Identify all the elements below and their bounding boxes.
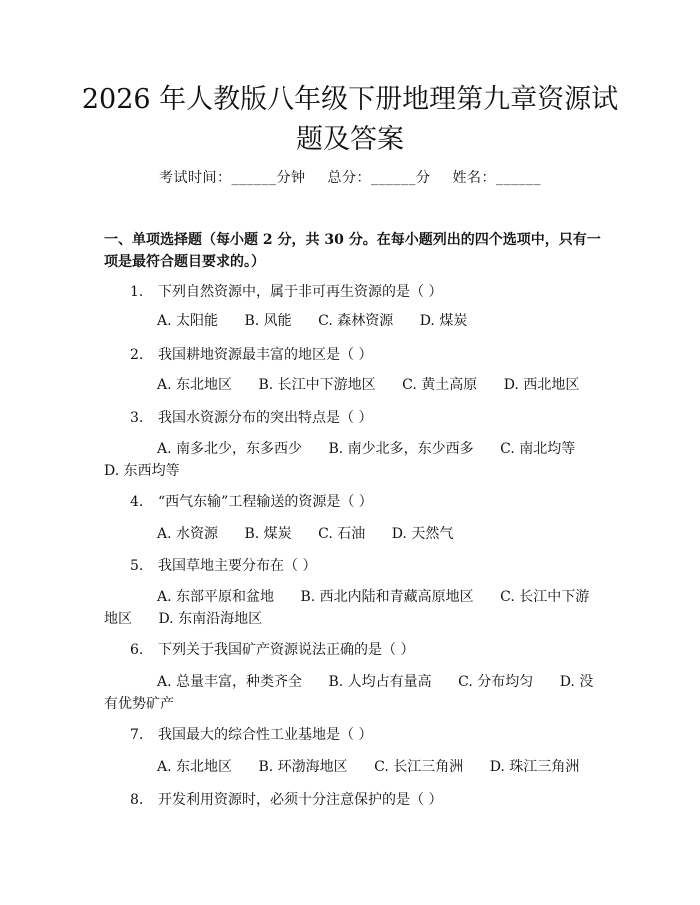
question-number: 5. (130, 558, 144, 574)
option-b: B. 西北内陆和青藏高原地区 (300, 589, 474, 605)
option-a: A. 东部平原和盆地 (157, 589, 275, 605)
option-a: A. 南多北少，东多西少 (157, 441, 303, 457)
question-8 (130, 790, 600, 810)
option-d: D. 煤炭 (419, 313, 468, 329)
option-d: D. 西北地区 (503, 377, 580, 393)
question-5-options (104, 586, 600, 630)
question-4-options (104, 523, 600, 545)
option-d: D. 珠江三角洲 (489, 759, 580, 775)
question-number: 3. (130, 410, 144, 426)
option-a: A. 东北地区 (157, 759, 233, 775)
question-text: 开发利用资源时，必须十分注意保护的是（ ） (158, 792, 443, 808)
question-7 (130, 725, 600, 745)
option-d: D. 东南沿海地区 (158, 611, 263, 627)
option-c: C. 黄土高原 (402, 377, 478, 393)
option-c: C. 森林资源 (318, 313, 394, 329)
option-a: A. 东北地区 (157, 377, 233, 393)
question-text: 我国水资源分布的突出特点是（ ） (158, 410, 373, 426)
question-3 (130, 408, 600, 428)
question-number: 1. (130, 284, 144, 300)
option-c: C. 分布均匀 (458, 674, 534, 690)
question-4 (130, 492, 600, 512)
question-5 (130, 556, 600, 576)
option-b: B. 南少北多，东少西多 (328, 441, 474, 457)
exam-name: 姓名：______ (452, 170, 541, 186)
document-title (70, 80, 630, 160)
option-b: B. 煤炭 (244, 526, 292, 542)
question-number: 6. (130, 642, 144, 658)
option-b: B. 风能 (244, 313, 292, 329)
exam-info (0, 168, 700, 188)
question-6-options (104, 671, 600, 715)
question-6 (130, 640, 600, 660)
question-1-options (104, 310, 600, 332)
question-text: 我国最大的综合性工业基地是（ ） (158, 727, 373, 743)
question-number: 7. (130, 727, 144, 743)
question-number: 8. (130, 792, 144, 808)
title-line-1: 2026 年人教版八年级下册地理第九章资源试 (81, 84, 619, 115)
title-line-2: 题及答案 (296, 124, 404, 155)
question-text: 我国耕地资源最丰富的地区是（ ） (158, 347, 373, 363)
question-text: 下列自然资源中，属于非可再生资源的是（ ） (158, 284, 443, 300)
option-b: B. 环渤海地区 (258, 759, 348, 775)
option-a: A. 太阳能 (157, 313, 219, 329)
option-a: A. 总量丰富，种类齐全 (157, 674, 303, 690)
option-b: B. 长江中下游地区 (258, 377, 376, 393)
question-3-options (104, 438, 600, 482)
option-c: C. 长江三角洲 (374, 759, 464, 775)
question-text: 我国草地主要分布在（ ） (158, 558, 317, 574)
option-c: C. 石油 (318, 526, 366, 542)
question-number: 2. (130, 347, 144, 363)
exam-score: 总分：______分 (327, 170, 431, 186)
question-7-options (104, 756, 600, 778)
question-number: 4. (130, 494, 144, 510)
option-d: D. 没有优势矿产 (104, 674, 594, 712)
question-1 (130, 282, 600, 302)
option-c: C. 南北均等 (500, 441, 576, 457)
option-d: D. 东西均等 (104, 463, 180, 479)
section-title: 一、单项选择题（每小题 2 分，共 30 分。在每小题列出的四个选项中，只有一项是最符合题目要求的。） (104, 232, 601, 270)
question-2-options (104, 374, 600, 396)
question-text: “西气东输”工程输送的资源是（ ） (158, 494, 373, 510)
question-text: 下列关于我国矿产资源说法正确的是（ ） (158, 642, 415, 658)
option-b: B. 人均占有量高 (328, 674, 432, 690)
exam-time: 考试时间：______分钟 (159, 170, 306, 186)
option-d: D. 天然气 (391, 526, 454, 542)
option-a: A. 水资源 (157, 526, 219, 542)
question-2 (130, 345, 600, 365)
option-c: C. 长江中下游地区 (104, 589, 590, 627)
